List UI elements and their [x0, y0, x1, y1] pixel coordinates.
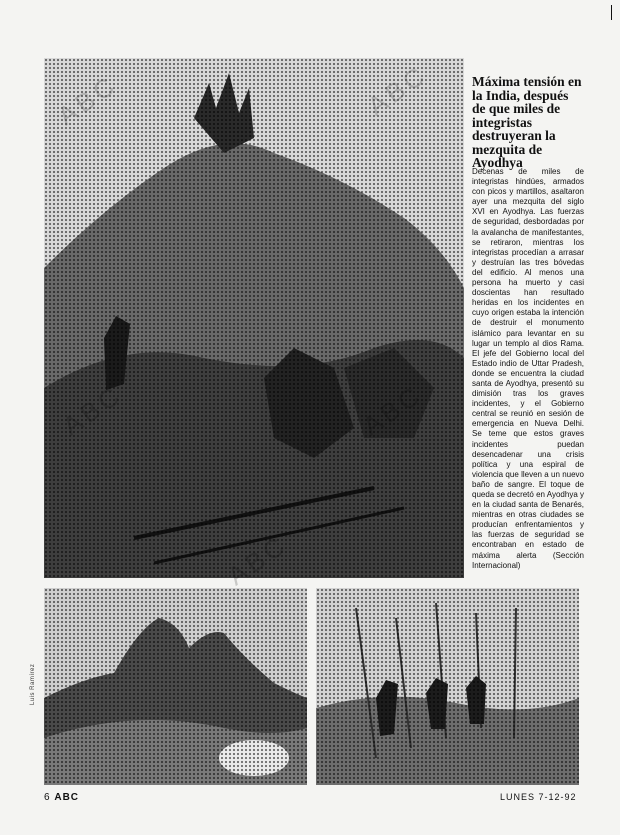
- crowd-photo: [316, 588, 579, 785]
- page-edge-mark: [611, 5, 612, 20]
- page-date: LUNES 7-12-92: [500, 792, 577, 802]
- crowd-photo-illustration: [316, 588, 579, 785]
- abc-logo: ABC: [54, 792, 80, 803]
- article-headline: Máxima tensión en la India, después de que miles de integristas destruyeran la mezquita de Ayodhya: [472, 74, 582, 170]
- main-photo-illustration: [44, 58, 464, 578]
- article-body: Decenas de miles de integristas hindúes, armados con picos y martillos, asaltaron ayer una mezquita del siglo XVI en Ayodhya. Las fuerzas de seguridad, desbordadas por la avalancha de manifestantes, se retiraron, mientras los integristas procedían a arrasar y destruían las tres bóvedas del edificio. Al menos una persona ha muerto y casi doscientas han resultado heridas en los incidentes en cuyo origen estaba la intención de destruir el monumento islámico para levantar en su lugar un templo al dios Rama. El jefe del Gobierno local del Estado indio de Uttar Pradesh, donde se encuentra la ciudad santa de Ayodhya, presentó su dimisión tras los graves incidentes, y el Gobierno central se reunió en sesión de emergencia en Nueva Delhi. Se teme que estos graves incidentes puedan desencadenar una crisis política y una espiral de violencia que lleven a un nuevo baño de sangre. El toque de queda se decretó en Ayodhya y en la ciudad santa de Benarés, mientras en otras ciudades se producían enfrentamientos y las fuerzas de seguridad se encontraban en estado de máxima alerta (Sección Internacional): [472, 167, 584, 570]
- page-footer-left: [44, 792, 79, 803]
- domes-photo-illustration: [44, 588, 307, 785]
- domes-photo: [44, 588, 307, 785]
- photo-credit: Luis Ramírez: [30, 663, 36, 705]
- main-news-photo: [44, 58, 464, 578]
- page-number: 6: [44, 792, 50, 803]
